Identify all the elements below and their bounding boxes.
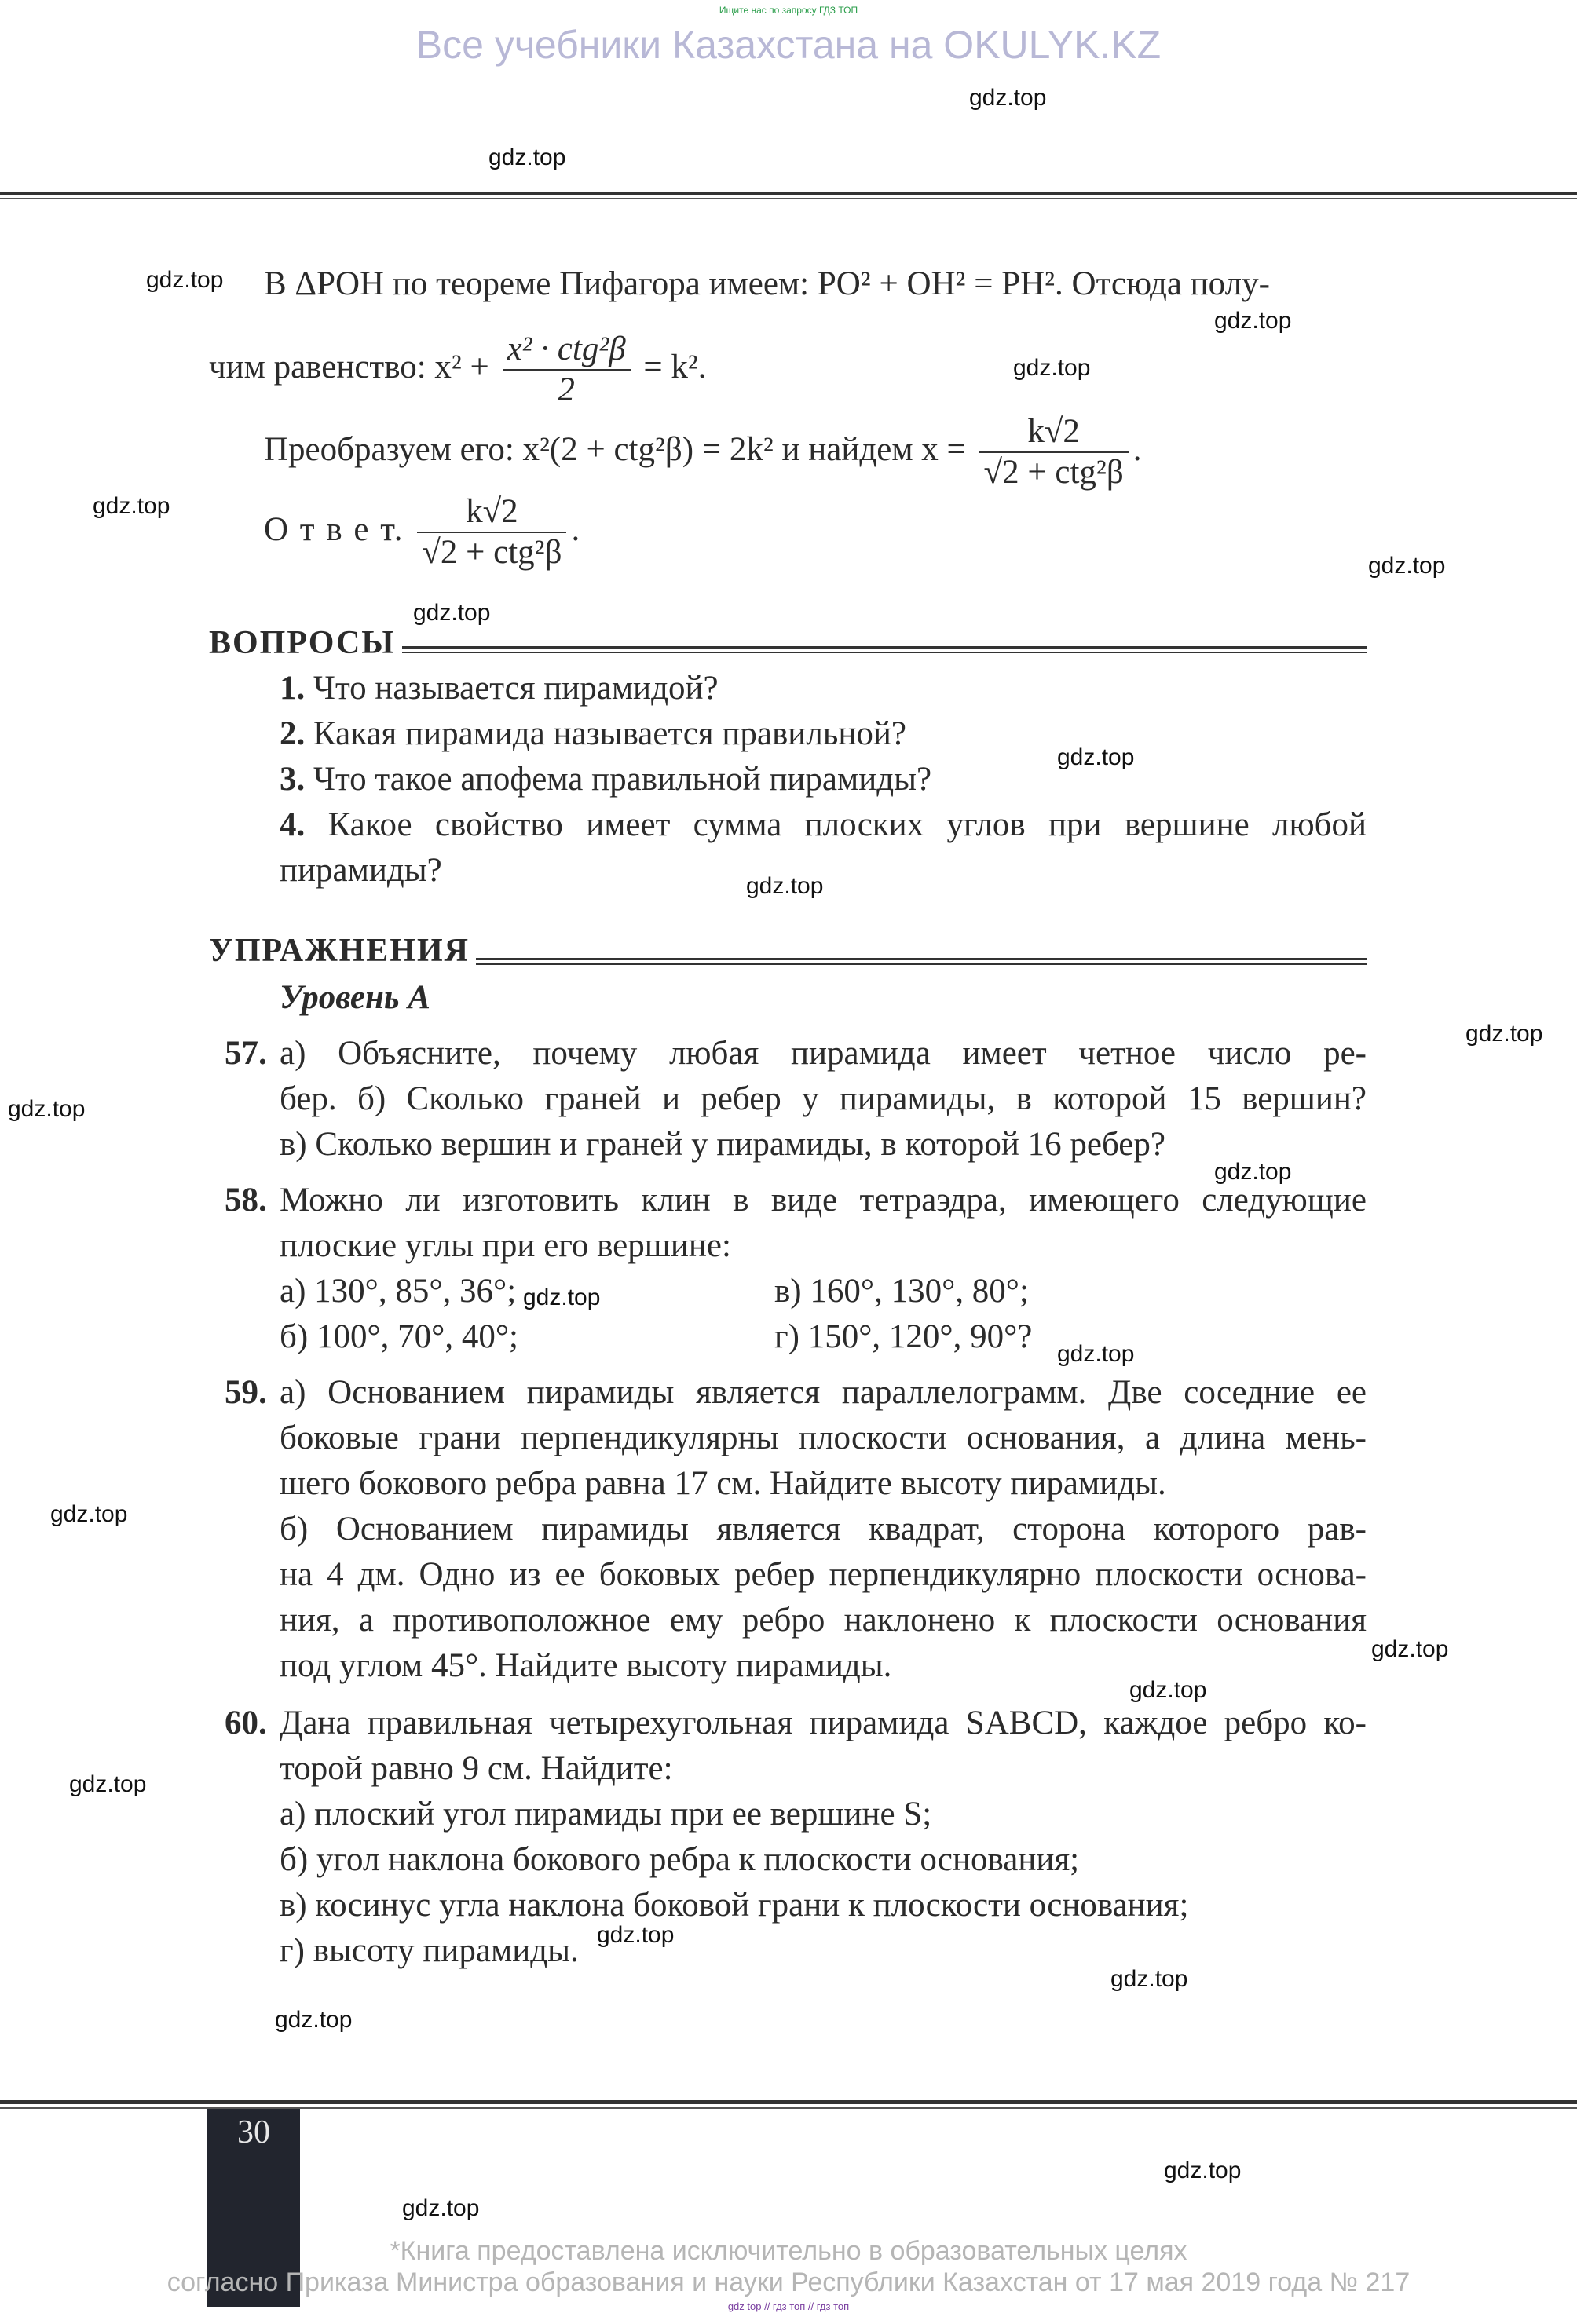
- top-rule: [0, 192, 1577, 195]
- watermark: gdz.top: [523, 1284, 601, 1310]
- exercise-59-line: на 4 дм. Одно из ее боковых ребер перпендикулярно плоскости основа-: [280, 1556, 1367, 1593]
- watermark: gdz.top: [1368, 553, 1446, 579]
- watermark: gdz.top: [969, 85, 1047, 111]
- watermark: gdz.top: [746, 873, 824, 899]
- exercise-60-line: а) плоский угол пирамиды при ее вершине S;: [280, 1796, 932, 1833]
- exercise-60-line: в) косинус угла наклона боковой грани к плоскости основания;: [280, 1887, 1189, 1924]
- watermark: gdz.top: [1013, 355, 1091, 381]
- watermark: gdz.top: [597, 1922, 675, 1948]
- exercise-59-line: ния, а противоположное ему ребро наклонено к плоскости основания: [280, 1602, 1367, 1639]
- solution-line-1: В ΔPOH по теореме Пифагора имеем: PO² + OH² = PH². Отсюда полу-: [264, 265, 1270, 302]
- exercise-number: 58.: [225, 1182, 267, 1219]
- exercise-58-line: Можно ли изготовить клин в виде тетраэдра, имеющего следующие: [280, 1182, 1367, 1219]
- footer-note-2: согласно Приказа Министра образования и науки Республики Казахстан от 17 мая 2019 года № 217: [166, 2267, 1411, 2297]
- bottom-rule: [0, 2100, 1577, 2104]
- solution-line-3: Преобразуем его: x²(2 + ctg²β) = 2k² и найдем x = $\frac{k√2}{\text{√2 + ctg²β}}$ .: [264, 413, 1142, 491]
- exercise-58-option: г) 150°, 120°, 90°?: [774, 1318, 1033, 1355]
- question-item-cont: пирамиды?: [280, 852, 442, 889]
- watermark: gdz.top: [1057, 1341, 1135, 1367]
- watermark: gdz.top: [1164, 2158, 1242, 2183]
- exercise-60-line: торой равно 9 см. Найдите:: [280, 1750, 673, 1787]
- exercise-57-line: бер. б) Сколько граней и ребер у пирамиды, в которой 15 вершин?: [280, 1080, 1367, 1117]
- watermark: gdz.top: [402, 2195, 480, 2221]
- answer-fraction: [417, 492, 566, 572]
- level-label: Уровень А: [280, 979, 430, 1016]
- exercise-59-line: шего бокового ребра равна 17 см. Найдите высоту пирамиды.: [280, 1465, 1166, 1502]
- question-item: 1. Что называется пирамидой?: [280, 670, 719, 707]
- exercise-60-line: г) высоту пирамиды.: [280, 1932, 579, 1969]
- watermark: gdz.top: [1371, 1636, 1449, 1662]
- answer-line: О т в е т. $\frac{k√2}{\text{√2 + ctg²β}}$ .: [264, 493, 580, 571]
- question-item: 3. Что такое апофема правильной пирамиды?: [280, 761, 932, 798]
- watermark: gdz.top: [69, 1771, 147, 1797]
- watermark: gdz.top: [1214, 1159, 1292, 1185]
- watermark: gdz.top: [1129, 1677, 1207, 1703]
- exercise-60-line: б) угол наклона бокового ребра к плоскости основания;: [280, 1841, 1080, 1878]
- exercise-58-option: б) 100°, 70°, 40°;: [280, 1318, 518, 1355]
- answer-numerator: k√2: [417, 492, 566, 533]
- watermark: gdz.top: [488, 144, 566, 170]
- exercise-58-option: а) 130°, 85°, 36°;: [280, 1273, 517, 1310]
- exercise-60-line: Дана правильная четырехугольная пирамида SABCD, каждое ребро ко-: [280, 1705, 1367, 1741]
- fraction-x-ctg: [503, 330, 631, 410]
- exercise-number: 60.: [225, 1705, 267, 1741]
- footer-note-1: *Книга предоставлена исключительно в образовательных целях: [390, 2236, 1187, 2266]
- watermark: gdz.top: [1057, 744, 1135, 770]
- watermark: gdz.top: [275, 2007, 353, 2033]
- fraction-x-denominator: √2 + ctg²β: [983, 454, 1124, 491]
- fraction-numerator: x² · ctg²β: [503, 330, 631, 371]
- exercise-59-line: под углом 45°. Найдите высоту пирамиды.: [280, 1647, 892, 1684]
- watermark: gdz.top: [1465, 1021, 1543, 1047]
- exercise-number: 57.: [225, 1035, 267, 1072]
- answer-label: О т в е т.: [264, 510, 404, 548]
- page-number: 30: [237, 2114, 270, 2150]
- fraction-x: [979, 412, 1129, 492]
- solution-line-3-prefix: Преобразуем его: x²(2 + ctg²β) = 2k² и найдем x =: [264, 430, 966, 468]
- fraction-x-numerator: k√2: [979, 412, 1129, 453]
- exercise-59-line: а) Основанием пирамиды является параллелограмм. Две соседние ее: [280, 1374, 1367, 1411]
- exercise-number: 59.: [225, 1374, 267, 1411]
- footer-links[interactable]: gdz top // гдз топ // гдз топ: [727, 2300, 850, 2312]
- exercise-59-line: б) Основанием пирамиды является квадрат, сторона которого рав-: [280, 1511, 1367, 1548]
- exercise-57-line: а) Объясните, почему любая пирамида имеет четное число ре-: [280, 1035, 1367, 1072]
- answer-denominator: √2 + ctg²β: [422, 534, 562, 571]
- watermark: gdz.top: [413, 600, 491, 626]
- exercises-heading: УПРАЖНЕНИЯ: [209, 932, 476, 970]
- question-item: 2. Какая пирамида называется правильной?: [280, 715, 906, 752]
- exercise-57-line: в) Сколько вершин и граней у пирамиды, в которой 16 ребер?: [280, 1126, 1165, 1163]
- solution-line-2: [209, 330, 707, 410]
- solution-line-2-suffix: = k².: [643, 348, 707, 386]
- watermark: gdz.top: [1214, 308, 1292, 334]
- watermark: gdz.top: [93, 493, 170, 519]
- question-item: 4. Какое свойство имеет сумма плоских углов при вершине любой: [280, 806, 1367, 843]
- exercise-59-line: боковые грани перпендикулярны плоскости основания, а длина мень-: [280, 1420, 1367, 1456]
- watermark: gdz.top: [1110, 1966, 1188, 1992]
- watermark: gdz.top: [50, 1501, 128, 1527]
- top-rule-thin: [0, 198, 1577, 199]
- exercise-58-line: плоские углы при его вершине:: [280, 1227, 731, 1264]
- solution-line-2-prefix: чим равенство: x² +: [209, 348, 489, 386]
- watermark: gdz.top: [8, 1096, 86, 1122]
- exercise-58-option: в) 160°, 130°, 80°;: [774, 1273, 1029, 1310]
- search-hint: Ищите нас по запросу ГДЗ ТОП: [719, 5, 858, 16]
- fraction-denominator: 2: [558, 371, 575, 408]
- watermark: gdz.top: [146, 267, 224, 293]
- questions-heading: ВОПРОСЫ: [209, 624, 402, 662]
- site-banner[interactable]: Все учебники Казахстана на OKULYK.KZ: [415, 23, 1162, 67]
